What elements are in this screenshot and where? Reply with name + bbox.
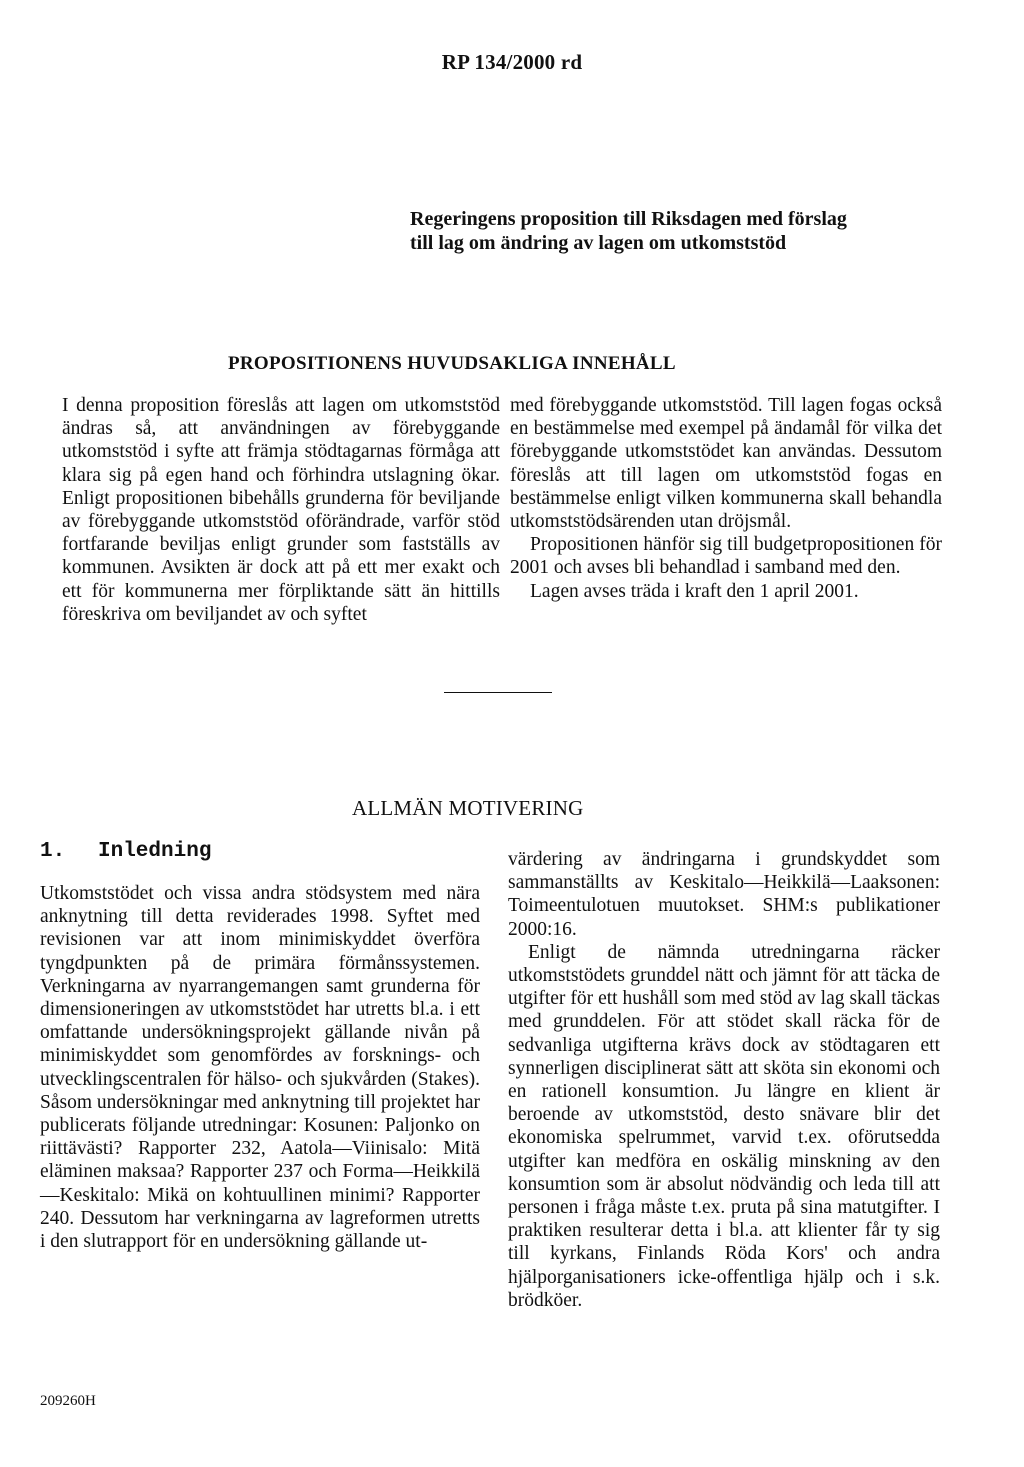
document-id: RP 134/2000 rd — [441, 50, 583, 74]
title-line-1: Regeringens proposition till Riksdagen med förslag — [410, 208, 847, 230]
summary-left-column — [62, 394, 500, 626]
section-divider — [444, 692, 552, 693]
title-line-2: till lag om ändring av lagen om utkomststöd — [410, 232, 787, 254]
summary-paragraph: I denna proposition föreslås att lagen om utkomststöd ändras så, att användningen av förebyggande utkomststöd i syfte att främja stödtagarnas förmåga att klara sig på egen hand och förhindra utslagning ökar. Enligt propositionen bibehålls grunderna för beviljande av förebyggande utkomststöd oförändrade, varför stöd fortfarande beviljas enligt grunder som fastställs av kommunen. Avsikten är dock att på ett mer exakt och ett för kommunerna mer förpliktande sätt än hittills föreskriva om beviljandet av och syftet — [62, 395, 500, 625]
summary-paragraph: med förebyggande utkomststöd. Till lagen fogas också en bestämmelse med exempel på ändamål för vilka det förebyggande utkomststödet kan användas. Dessutom föreslås att till lagen om utkomststöd fogas en bestämmelse enligt vilken kommunerna skall behandla utkomststödsärenden utan dröjsmål. — [510, 395, 942, 533]
motivation-left-column — [40, 882, 480, 1253]
section-heading — [40, 840, 211, 863]
body-paragraph: Utkomststödet och vissa andra stödsystem med nära anknytning till detta reviderades 1998. Syftet med revisionen var att inom minimiskyddet överföra tyngdpunkten på de primära förmånssystemen. Verkningarna av nyarrangemangen samt grunderna för dimensioneringen av utkomststödet har utretts bl.a. i ett omfattande undersökningsprojekt gällande nivån på minimiskyddet som genomfördes av forsknings- och utvecklingscentralen för hälso- och sjukvården (Stakes). Såsom undersökningar med anknytning till projektet har publicerats följande utredningar: Kosunen: Paljonko on riittävästi? Rapporter 232, Aatola—Viinisalo: Mitä eläminen maksaa? Rapporter 237 och Forma—Heikkilä—Keskitalo: Mikä on kohtuullinen minimi? Rapporter 240. Dessutom har verkningarna av lagreformen utretts i den slutrapport för en undersökning gällande ut- — [40, 883, 480, 1253]
summary-paragraph: Propositionen hänför sig till budgetpropositionen för 2001 och avses bli behandlad i samband med den. — [510, 534, 942, 579]
summary-right-column — [510, 394, 942, 603]
body-paragraph: Enligt de nämnda utredningarna räcker utkomststödets grunddel nätt och jämnt för att täcka de utgifter för ett hushåll som med stöd av lag skall täckas med grunddelen. För att stödet skall räcka för de sedvanliga utgifterna krävs dock av stödtagaren ett synnerligen disciplinerat sätt att sköta sin ekonomi och en rationell konsumtion. Ju längre en klient är beroende av utkomststöd, desto snävare blir det ekonomiska spelrummet, varvid t.ex. oförutsedda utgifter kan medföra en oskälig minskning av den konsumtion som är absolut nödvändig och leda till att personen i fråga måste t.ex. pruta på sina matutgifter. I praktiken resulterar detta i bl.a. att klienter får ty sig till kyrkans, Finlands Röda Kors' och andra hjälporganisationers icke-offentliga hjälp och i s.k. brödköer. — [508, 941, 940, 1311]
summary-heading: PROPOSITIONENS HUVUDSAKLIGA INNEHÅLL — [228, 353, 676, 374]
footer-code: 209260H — [40, 1393, 96, 1409]
proposition-title — [410, 207, 970, 255]
section-number: 1. — [40, 840, 66, 863]
motivation-right-column — [508, 848, 940, 1312]
section-title: Inledning — [98, 840, 212, 863]
summary-paragraph: Lagen avses träda i kraft den 1 april 2001. — [530, 580, 859, 602]
motivation-heading: ALLMÄN MOTIVERING — [352, 796, 584, 820]
body-paragraph: värdering av ändringarna i grundskyddet som sammanställts av Keskitalo—Heikkilä—Laaksonen: Toimeentulotuen muutokset. SHM:s publikationer 2000:16. — [508, 849, 940, 940]
